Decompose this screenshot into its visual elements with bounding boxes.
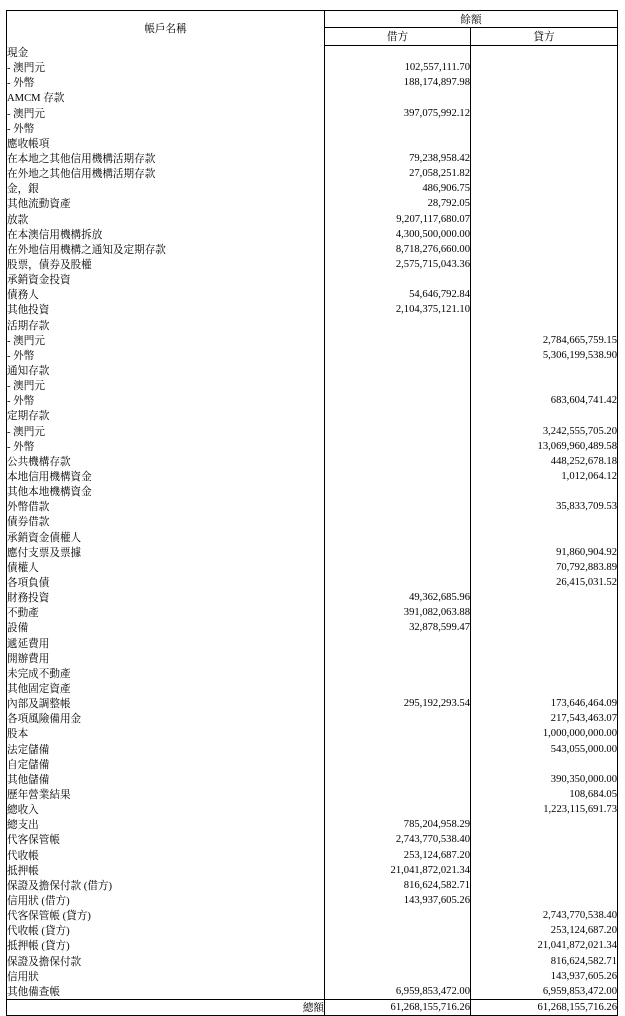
table-row bbox=[7, 242, 618, 257]
debit-cell bbox=[325, 514, 471, 529]
table-row bbox=[7, 635, 618, 650]
account-name-cell: 現金 bbox=[7, 45, 325, 60]
account-name-cell: 代客保管帳 bbox=[7, 832, 325, 847]
table-row bbox=[7, 408, 618, 423]
table-row bbox=[7, 711, 618, 726]
account-name-header: 帳戶名稱 bbox=[7, 11, 325, 46]
credit-header: 貸方 bbox=[471, 28, 618, 45]
table-row bbox=[7, 272, 618, 287]
account-name-cell: - 澳門元 bbox=[7, 424, 325, 439]
credit-cell bbox=[471, 90, 618, 105]
credit-cell bbox=[471, 75, 618, 90]
account-name-cell: 債務人 bbox=[7, 287, 325, 302]
table-row bbox=[7, 60, 618, 75]
credit-cell bbox=[471, 121, 618, 136]
debit-cell bbox=[325, 787, 471, 802]
account-name-cell: 總收入 bbox=[7, 802, 325, 817]
account-name-cell: - 外幣 bbox=[7, 75, 325, 90]
account-name-cell: - 澳門元 bbox=[7, 333, 325, 348]
account-name-cell: 各項負債 bbox=[7, 575, 325, 590]
account-name-cell: 代收帳 bbox=[7, 847, 325, 862]
table-row bbox=[7, 454, 618, 469]
table-row bbox=[7, 832, 618, 847]
table-row bbox=[7, 348, 618, 363]
debit-cell: 188,174,897.98 bbox=[325, 75, 471, 90]
table-row bbox=[7, 393, 618, 408]
credit-cell bbox=[471, 242, 618, 257]
credit-cell bbox=[471, 227, 618, 242]
table-row bbox=[7, 878, 618, 893]
credit-cell: 35,833,709.53 bbox=[471, 499, 618, 514]
table-row bbox=[7, 863, 618, 878]
account-name-cell: 金，銀 bbox=[7, 181, 325, 196]
credit-cell: 21,041,872,021.34 bbox=[471, 938, 618, 953]
table-row bbox=[7, 45, 618, 60]
table-row bbox=[7, 666, 618, 681]
table-row bbox=[7, 923, 618, 938]
credit-cell: 390,350,000.00 bbox=[471, 772, 618, 787]
debit-cell bbox=[325, 757, 471, 772]
table-row bbox=[7, 590, 618, 605]
table-row bbox=[7, 772, 618, 787]
account-name-cell: 總支出 bbox=[7, 817, 325, 832]
account-name-cell: 其他儲備 bbox=[7, 772, 325, 787]
account-name-cell: 法定儲備 bbox=[7, 741, 325, 756]
debit-cell: 9,207,117,680.07 bbox=[325, 212, 471, 227]
credit-cell: 217,543,463.07 bbox=[471, 711, 618, 726]
debit-cell: 295,192,293.54 bbox=[325, 696, 471, 711]
table-row bbox=[7, 847, 618, 862]
credit-cell bbox=[471, 681, 618, 696]
account-name-cell: 代客保管帳 (貸方) bbox=[7, 908, 325, 923]
table-row bbox=[7, 333, 618, 348]
table-row bbox=[7, 605, 618, 620]
account-name-cell: 開辦費用 bbox=[7, 651, 325, 666]
credit-cell bbox=[471, 45, 618, 60]
table-row bbox=[7, 560, 618, 575]
credit-cell: 13,069,960,489.58 bbox=[471, 439, 618, 454]
table-row bbox=[7, 484, 618, 499]
debit-cell bbox=[325, 45, 471, 60]
debit-cell bbox=[325, 272, 471, 287]
credit-cell bbox=[471, 151, 618, 166]
credit-cell: 543,055,000.00 bbox=[471, 741, 618, 756]
debit-cell bbox=[325, 545, 471, 560]
account-name-cell: 其他本地機構資金 bbox=[7, 484, 325, 499]
debit-cell bbox=[325, 681, 471, 696]
table-row bbox=[7, 984, 618, 1000]
account-name-cell: 股本 bbox=[7, 726, 325, 741]
credit-cell bbox=[471, 378, 618, 393]
account-name-cell: 活期存款 bbox=[7, 318, 325, 333]
account-rows bbox=[7, 45, 618, 999]
debit-cell: 253,124,687.20 bbox=[325, 847, 471, 862]
total-row bbox=[7, 999, 618, 1015]
credit-cell bbox=[471, 60, 618, 75]
account-name-cell: 不動產 bbox=[7, 605, 325, 620]
table-row bbox=[7, 363, 618, 378]
credit-cell: 5,306,199,538.90 bbox=[471, 348, 618, 363]
credit-cell bbox=[471, 196, 618, 211]
debit-cell: 2,575,715,043.36 bbox=[325, 257, 471, 272]
debit-cell: 28,792.05 bbox=[325, 196, 471, 211]
debit-cell bbox=[325, 484, 471, 499]
credit-cell bbox=[471, 757, 618, 772]
credit-cell bbox=[471, 590, 618, 605]
table-row bbox=[7, 257, 618, 272]
debit-cell bbox=[325, 408, 471, 423]
credit-cell bbox=[471, 408, 618, 423]
account-name-cell: 其他固定資產 bbox=[7, 681, 325, 696]
table-row bbox=[7, 726, 618, 741]
account-name-cell: - 澳門元 bbox=[7, 106, 325, 121]
table-row bbox=[7, 136, 618, 151]
account-name-cell: - 澳門元 bbox=[7, 60, 325, 75]
account-name-cell: 外幣借款 bbox=[7, 499, 325, 514]
table-row bbox=[7, 969, 618, 984]
debit-cell bbox=[325, 560, 471, 575]
debit-cell: 2,743,770,538.40 bbox=[325, 832, 471, 847]
debit-cell bbox=[325, 333, 471, 348]
table-row bbox=[7, 212, 618, 227]
credit-cell: 253,124,687.20 bbox=[471, 923, 618, 938]
table-row bbox=[7, 696, 618, 711]
table-row bbox=[7, 287, 618, 302]
credit-cell bbox=[471, 106, 618, 121]
account-name-cell: 信用狀 bbox=[7, 969, 325, 984]
table-row bbox=[7, 166, 618, 181]
debit-cell: 32,878,599.47 bbox=[325, 620, 471, 635]
account-name-cell: 定期存款 bbox=[7, 408, 325, 423]
credit-cell: 70,792,883.89 bbox=[471, 560, 618, 575]
debit-cell bbox=[325, 969, 471, 984]
account-name-cell: 設備 bbox=[7, 620, 325, 635]
debit-cell bbox=[325, 953, 471, 968]
credit-cell: 2,784,665,759.15 bbox=[471, 333, 618, 348]
account-name-cell: - 外幣 bbox=[7, 121, 325, 136]
table-row bbox=[7, 802, 618, 817]
account-name-cell: 各項風險備用金 bbox=[7, 711, 325, 726]
credit-cell bbox=[471, 666, 618, 681]
debit-cell: 2,104,375,121.10 bbox=[325, 302, 471, 317]
debit-cell bbox=[325, 348, 471, 363]
credit-cell bbox=[471, 635, 618, 650]
credit-cell: 91,860,904.92 bbox=[471, 545, 618, 560]
credit-cell bbox=[471, 136, 618, 151]
credit-cell: 1,000,000,000.00 bbox=[471, 726, 618, 741]
account-name-cell: 歷年營業結果 bbox=[7, 787, 325, 802]
debit-cell: 21,041,872,021.34 bbox=[325, 863, 471, 878]
debit-cell bbox=[325, 923, 471, 938]
table-row bbox=[7, 196, 618, 211]
account-name-cell: 股票，債券及股權 bbox=[7, 257, 325, 272]
credit-cell bbox=[471, 363, 618, 378]
credit-cell bbox=[471, 651, 618, 666]
credit-cell bbox=[471, 530, 618, 545]
debit-cell: 27,058,251.82 bbox=[325, 166, 471, 181]
account-name-cell: 保證及擔保付款 (借方) bbox=[7, 878, 325, 893]
credit-cell bbox=[471, 287, 618, 302]
account-name-cell: - 外幣 bbox=[7, 439, 325, 454]
account-name-cell: 抵押帳 (貸方) bbox=[7, 938, 325, 953]
debit-cell bbox=[325, 90, 471, 105]
account-name-cell: 在外地信用機構之通知及定期存款 bbox=[7, 242, 325, 257]
credit-cell bbox=[471, 620, 618, 635]
account-name-cell: 自定儲備 bbox=[7, 757, 325, 772]
table-row bbox=[7, 181, 618, 196]
debit-cell bbox=[325, 726, 471, 741]
credit-cell: 6,959,853,472.00 bbox=[471, 984, 618, 1000]
account-name-cell: 通知存款 bbox=[7, 363, 325, 378]
debit-cell bbox=[325, 439, 471, 454]
account-name-cell: 其他流動資產 bbox=[7, 196, 325, 211]
credit-cell bbox=[471, 302, 618, 317]
table-row bbox=[7, 741, 618, 756]
account-name-cell: 放款 bbox=[7, 212, 325, 227]
credit-cell: 1,012,064.12 bbox=[471, 469, 618, 484]
debit-cell: 79,238,958.42 bbox=[325, 151, 471, 166]
table-row bbox=[7, 651, 618, 666]
credit-cell bbox=[471, 817, 618, 832]
account-name-cell: 本地信用機構資金 bbox=[7, 469, 325, 484]
table-row bbox=[7, 302, 618, 317]
credit-cell bbox=[471, 893, 618, 908]
credit-cell: 26,415,031.52 bbox=[471, 575, 618, 590]
account-name-cell: 公共機構存款 bbox=[7, 454, 325, 469]
debit-cell bbox=[325, 711, 471, 726]
account-name-cell: 代收帳 (貸方) bbox=[7, 923, 325, 938]
account-name-cell: - 外幣 bbox=[7, 393, 325, 408]
debit-cell bbox=[325, 938, 471, 953]
debit-cell: 486,906.75 bbox=[325, 181, 471, 196]
credit-cell bbox=[471, 605, 618, 620]
total-label: 總額 bbox=[7, 999, 325, 1015]
credit-cell: 816,624,582.71 bbox=[471, 953, 618, 968]
account-name-cell: 其他備查帳 bbox=[7, 984, 325, 1000]
table-row bbox=[7, 514, 618, 529]
account-name-cell: 債券借款 bbox=[7, 514, 325, 529]
debit-cell bbox=[325, 378, 471, 393]
account-name-cell: 在本地之其他信用機構活期存款 bbox=[7, 151, 325, 166]
table-row bbox=[7, 908, 618, 923]
account-name-cell: 承銷資金債權人 bbox=[7, 530, 325, 545]
account-name-cell: 保證及擔保付款 bbox=[7, 953, 325, 968]
debit-cell bbox=[325, 363, 471, 378]
credit-cell bbox=[471, 318, 618, 333]
credit-cell: 1,223,115,691.73 bbox=[471, 802, 618, 817]
credit-cell: 108,684.05 bbox=[471, 787, 618, 802]
debit-cell: 102,557,111.70 bbox=[325, 60, 471, 75]
credit-cell: 173,646,464.09 bbox=[471, 696, 618, 711]
debit-cell: 785,204,958.29 bbox=[325, 817, 471, 832]
account-name-cell: 其他投資 bbox=[7, 302, 325, 317]
table-row bbox=[7, 121, 618, 136]
table-row bbox=[7, 318, 618, 333]
table-row bbox=[7, 530, 618, 545]
debit-cell bbox=[325, 393, 471, 408]
account-name-cell: 應收帳項 bbox=[7, 136, 325, 151]
debit-cell bbox=[325, 469, 471, 484]
debit-cell bbox=[325, 318, 471, 333]
debit-cell: 8,718,276,660.00 bbox=[325, 242, 471, 257]
debit-cell bbox=[325, 802, 471, 817]
table-row bbox=[7, 75, 618, 90]
debit-cell bbox=[325, 635, 471, 650]
account-name-cell: 抵押帳 bbox=[7, 863, 325, 878]
credit-cell bbox=[471, 514, 618, 529]
account-name-cell: 在外地之其他信用機構活期存款 bbox=[7, 166, 325, 181]
table-row bbox=[7, 227, 618, 242]
account-name-cell: 內部及調整帳 bbox=[7, 696, 325, 711]
account-name-cell: 信用狀 (借方) bbox=[7, 893, 325, 908]
table-row bbox=[7, 938, 618, 953]
credit-cell bbox=[471, 847, 618, 862]
table-row bbox=[7, 424, 618, 439]
debit-cell bbox=[325, 666, 471, 681]
debit-cell bbox=[325, 772, 471, 787]
table-row bbox=[7, 90, 618, 105]
credit-cell bbox=[471, 832, 618, 847]
debit-cell: 49,362,685.96 bbox=[325, 590, 471, 605]
debit-cell bbox=[325, 530, 471, 545]
total-credit: 61,268,155,716.26 bbox=[471, 999, 618, 1015]
table-row bbox=[7, 545, 618, 560]
account-name-cell: 財務投資 bbox=[7, 590, 325, 605]
account-name-cell: 應付支票及票據 bbox=[7, 545, 325, 560]
credit-cell bbox=[471, 166, 618, 181]
table-row bbox=[7, 787, 618, 802]
debit-cell bbox=[325, 454, 471, 469]
credit-cell bbox=[471, 257, 618, 272]
table-row bbox=[7, 817, 618, 832]
debit-cell bbox=[325, 575, 471, 590]
credit-cell: 3,242,555,705.20 bbox=[471, 424, 618, 439]
account-name-cell: - 外幣 bbox=[7, 348, 325, 363]
credit-cell bbox=[471, 863, 618, 878]
table-row bbox=[7, 378, 618, 393]
table-row bbox=[7, 893, 618, 908]
debit-cell: 816,624,582.71 bbox=[325, 878, 471, 893]
total-debit: 61,268,155,716.26 bbox=[325, 999, 471, 1015]
account-name-cell: 遞延費用 bbox=[7, 635, 325, 650]
debit-header: 借方 bbox=[325, 28, 471, 45]
table-row bbox=[7, 681, 618, 696]
header-row-1 bbox=[7, 11, 618, 28]
table-row bbox=[7, 953, 618, 968]
balance-header: 餘額 bbox=[325, 11, 618, 28]
table-row bbox=[7, 106, 618, 121]
table-row bbox=[7, 620, 618, 635]
credit-cell: 448,252,678.18 bbox=[471, 454, 618, 469]
credit-cell bbox=[471, 878, 618, 893]
credit-cell: 2,743,770,538.40 bbox=[471, 908, 618, 923]
debit-cell bbox=[325, 651, 471, 666]
debit-cell: 54,646,792.84 bbox=[325, 287, 471, 302]
table-row bbox=[7, 757, 618, 772]
debit-cell: 391,082,063.88 bbox=[325, 605, 471, 620]
debit-cell bbox=[325, 136, 471, 151]
account-name-cell: 承銷資金投資 bbox=[7, 272, 325, 287]
account-name-cell: 未完成不動產 bbox=[7, 666, 325, 681]
credit-cell: 143,937,605.26 bbox=[471, 969, 618, 984]
credit-cell: 683,604,741.42 bbox=[471, 393, 618, 408]
credit-cell bbox=[471, 484, 618, 499]
debit-cell: 397,075,992.12 bbox=[325, 106, 471, 121]
debit-cell bbox=[325, 121, 471, 136]
table-row bbox=[7, 575, 618, 590]
debit-cell bbox=[325, 499, 471, 514]
account-name-cell: AMCM 存款 bbox=[7, 90, 325, 105]
debit-cell bbox=[325, 424, 471, 439]
debit-cell: 143,937,605.26 bbox=[325, 893, 471, 908]
debit-cell bbox=[325, 908, 471, 923]
credit-cell bbox=[471, 212, 618, 227]
credit-cell bbox=[471, 181, 618, 196]
debit-cell: 4,300,500,000.00 bbox=[325, 227, 471, 242]
account-name-cell: 在本澳信用機構拆放 bbox=[7, 227, 325, 242]
debit-cell bbox=[325, 741, 471, 756]
debit-cell: 6,959,853,472.00 bbox=[325, 984, 471, 1000]
table-row bbox=[7, 499, 618, 514]
credit-cell bbox=[471, 272, 618, 287]
table-row bbox=[7, 469, 618, 484]
table-row bbox=[7, 439, 618, 454]
account-name-cell: 債權人 bbox=[7, 560, 325, 575]
balance-table bbox=[6, 10, 618, 1016]
table-row bbox=[7, 151, 618, 166]
account-name-cell: - 澳門元 bbox=[7, 378, 325, 393]
